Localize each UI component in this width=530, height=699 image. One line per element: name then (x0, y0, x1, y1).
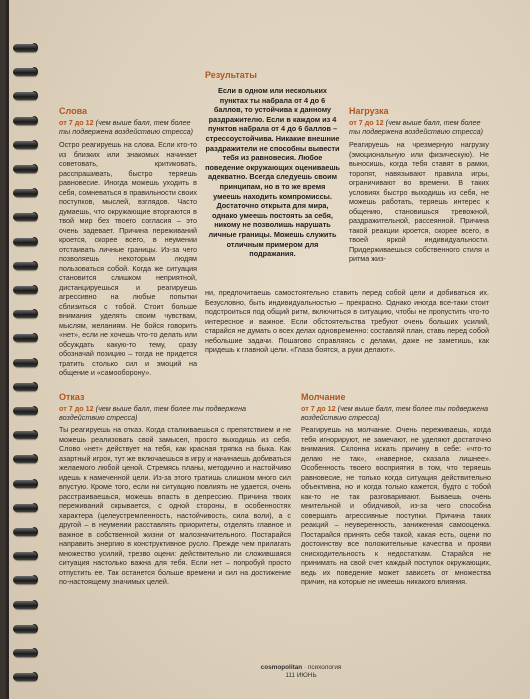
molchanie-text: Реагируешь на молчание. Очень переживаешь, когда тебя игнорируют, не замечают, не уделяют достаточно внимания. Склонна искать причину в себе: «что-то делаю не так», «наверное, сказала лишнее». Особенность твоего восприятия в том, что теряешь равновесие, не только когда ситуация действительно объективна, но и когда только кажется, будто с тобой как-то не так разговаривают. Бываешь очень мнительной и обидчивой, из-за чего способна совершать агрессивные поступки. Причина таких реакций – неуверенность, заниженная самооценка. Постарайся принять себя такой, какая есть, оцени по достоинству все положительные качества и прояви снисходительность к недостаткам. Старайся не принимать на свой счет каждый поступок окружающих, ведь их поведение может зависеть от множества причин, на которые не имеешь никакого влияния. (301, 425, 491, 586)
otkaz-text: Ты реагируешь на отказ. Когда сталкиваешься с препятствием и не можешь реализовать свой замысел, просто выходишь из себя. Слово «нет» действует на тебя, как красная тряпка на быка. Как азартный игрок, тут же включаешься в игру и начинаешь добиваться желаемого любой ценой. Стремясь планы, методично и настойчиво идешь к намеченной цели. Из-за этого тратишь слишком много сил впустую. Кроме того, если ни ситуацию повлиять не удается, очень расстраиваешься, можешь впасть в депрессию. Причина твоих переживаний скрывается, с одной стороны, в особенностях характера (целеустремленность, настойчивость, сила воли), а с другой – в неумении расставлять приоритеты, отделять главное и важное в собственной жизни от малозначительного. Постарайся направить энергию в конструктивное русло. Прежде чем прилагать множество усилий, трезво оцени: действительно ли сложившаяся ситуация настолько важна для тебя. Если нет – попробуй просто отпустить ее. Так останется больше времени и сил на достижение по-настоящему значимых целей. (59, 425, 291, 586)
spiral-ring (13, 383, 37, 391)
page-footer (246, 664, 356, 680)
otkaz-score-note: (чем выше балл, тем более ты подвержена воздействию стресса) (59, 404, 247, 423)
spiral-ring (13, 334, 37, 342)
nagruzka-score-note: (чем выше балл, тем более ты подвержена воздействию стресса) (349, 118, 484, 137)
spiral-ring (13, 238, 37, 246)
spiral-ring (13, 673, 37, 681)
spiral-ring (13, 117, 37, 125)
spiral-ring (13, 92, 37, 100)
results-title: Результаты (205, 70, 257, 80)
slova-score (59, 118, 194, 136)
results-text: Если в одном или нескольких пунктах ты набрала от 4 до 6 баллов, то устойчива к данному раздражителю. Если в каждом из 4 пунктов набрала от 4 до 6 баллов – стрессоустойчива. Никакие внешние раздражители не способны вывести тебя из равновесия. Любое поведение окружающих оцениваешь адекватно. Всегда следуешь своим принципам, но в то же время умеешь находить компромиссы. Достаточно открыта для мира, однако умеешь постоять за себя, никому не позволишь нарушать личные границы. Можешь служить отличным примером для подражания. (205, 86, 340, 259)
slova-score-note: (чем выше балл, тем более ты подвержена воздействию стресса) (59, 118, 194, 137)
spiral-ring (13, 625, 37, 633)
molchanie-score-note: (чем выше балл, тем более ты подвержена воздействию стресса) (301, 404, 489, 423)
desk-edge (0, 0, 6, 699)
magazine-page (9, 0, 530, 699)
otkaz-score (59, 404, 287, 422)
spiral-ring (13, 213, 37, 221)
footer-page (246, 672, 356, 680)
footer-brand: cosmopolitan · психология (260, 664, 342, 671)
spiral-ring (13, 455, 37, 463)
issue-month: ИЮНЬ (296, 672, 317, 679)
spiral-ring (13, 310, 37, 318)
molchanie-score-range: от 7 до 12 (301, 404, 336, 413)
nagruzka-title: Нагрузка (349, 106, 389, 116)
spiral-ring (13, 44, 37, 52)
spiral-ring (13, 68, 37, 76)
spiral-ring (13, 431, 37, 439)
slova-text: Остро реагируешь на слова. Если кто-то из близких или знакомых начинает советовать, критиковать, расспрашивать, быстро теряешь равновесие. Иногда можешь уходить в себя, сомневаться в правильности своих поступков, мыслей, взглядов. Часто думаешь, что окружающие вторгаются в твой мир без твоего согласия – это очень задевает. Причина переживаний кроется, скорее всего, в неумении отстаивать личные границы. Из-за чего позволяешь некоторым людям пользоваться собой. Когда же ситуация становится слишком неприятной, дистанцируешься и реагируешь агрессивно на любые попытки сблизиться с тобой. Стоит больше внимания уделять своим чувствам, мыслям, желаниям. Не бойся говорить «нет», если не хочешь что-то делать или обсуждать какую-то тему, сразу обозначай позицию – тогда не придется тратить столько сил и эмоций на общение и «самооборону». (59, 140, 197, 377)
spiral-ring (13, 576, 37, 584)
spiral-ring (13, 286, 37, 294)
spiral-ring (13, 480, 37, 488)
spiral-ring (13, 552, 37, 560)
nagruzka-text: Реагируешь на чрезмерную нагрузку (эмоциональную или физическую). Не выносишь, когда тебя ставят в рамки, торопят, навязывают правила игры, ограничивают во времени. В таких условиях быстро выходишь из себя, не можешь работать, теряешь интерес к общению, становишься тревожной, раздражительной, рассеянной. Причина такой реакции кроется, скорее всего, в твоей яркой индивидуальности. Придерживаешься собственного стиля и ритма жиз- (349, 140, 489, 263)
spiral-ring (13, 189, 37, 197)
spiral-ring (13, 504, 37, 512)
nagruzka-score (349, 118, 487, 136)
slova-score-range: от 7 до 12 (59, 118, 94, 127)
otkaz-title: Отказ (59, 392, 85, 402)
spiral-ring (13, 407, 37, 415)
spiral-ring (13, 601, 37, 609)
molchanie-title: Молчание (301, 392, 346, 402)
middle-continuation-text: ни, предпочитаешь самостоятельно ставить перед собой цели и добиваться их. Безусловно, быть индивидуальностью – прекрасно. Однако иногда все-таки стоит подстроиться под общий ритм, включиться в ситуацию, чтобы не пропустить что-то интересное и важное. Если обстоятельства требуют очень больших усилий, старайся не думать о всех делах одновременно: составляй план, ставь перед собой небольшие задачи. Пошагово справляясь с делами, даже не заметишь, как придешь к главной цели. «Глаза боятся, а руки делают». (205, 288, 489, 354)
nagruzka-score-range: от 7 до 12 (349, 118, 384, 127)
spiral-ring (13, 359, 37, 367)
spiral-ring (13, 262, 37, 270)
spiral-ring (13, 165, 37, 173)
otkaz-score-range: от 7 до 12 (59, 404, 94, 413)
molchanie-score (301, 404, 491, 422)
slova-title: Слова (59, 106, 88, 116)
page-number: 111 (285, 672, 296, 679)
spiral-ring (13, 649, 37, 657)
spiral-ring (13, 528, 37, 536)
spiral-ring (13, 141, 37, 149)
